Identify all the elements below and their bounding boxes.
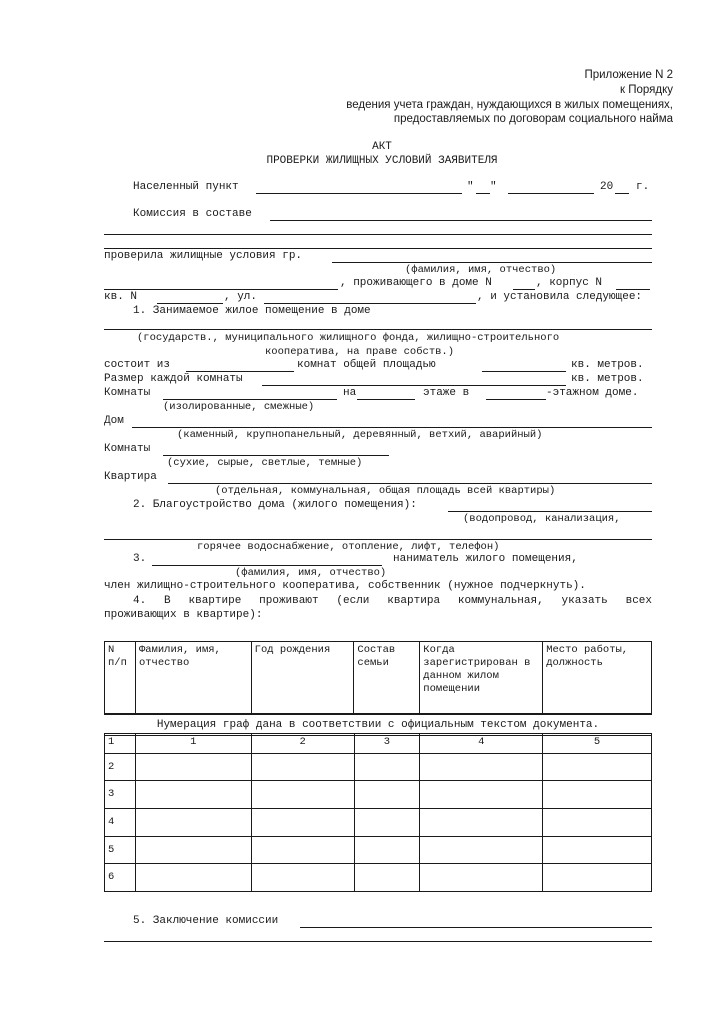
table-cell[interactable] [135,864,251,892]
row-number: 5 [105,837,136,864]
col-header-birth-year: Год рождения [251,642,354,714]
appendix-desc-1: ведения учета граждан, нуждающихся в жилых помещениях, [346,99,673,111]
street-field[interactable] [264,303,476,304]
amenities-field-2[interactable] [104,539,652,540]
amenities-caption-b: горячее водоснабжение, отопление, лифт, телефон) [197,541,500,553]
appendix-desc-2: предоставляемых по договорам социального найма [393,113,673,125]
table-cell[interactable] [420,809,543,837]
commission-label: Комиссия в составе [133,208,252,220]
table-cell[interactable] [135,781,251,809]
year-field[interactable] [615,193,629,194]
rooms-total-label: комнат общей площадью [297,359,436,371]
table-cell[interactable] [543,781,652,809]
table-row [105,781,652,809]
numbering-cell: 5 [543,734,652,754]
table-cell[interactable] [251,781,354,809]
conclusion-field-2[interactable] [104,941,652,942]
numbering-cell: 4 [420,734,543,754]
numbering-cell: 2 [251,734,354,754]
kv-label: кв. N [104,291,138,303]
col-header-family: Состав семьи [354,642,420,714]
table-cell[interactable] [251,864,354,892]
commission-field[interactable] [270,220,652,221]
flat-caption: (отдельная, коммунальная, общая площадь всей квартиры) [215,485,556,497]
table-cell[interactable] [420,864,543,892]
settlement-label: Населенный пункт [133,181,239,193]
amenities-caption-a: (водопровод, канализация, [463,513,621,525]
year-suffix: г. [636,181,650,193]
month-field[interactable] [508,193,594,194]
table-cell[interactable] [543,754,652,781]
house-type-field[interactable] [132,427,652,428]
table-cell[interactable] [420,781,543,809]
table-cell[interactable] [251,754,354,781]
residents-table-header [104,641,652,714]
flat-type-field[interactable] [168,483,652,484]
table-cell[interactable] [251,837,354,864]
korpus-field[interactable] [616,289,650,290]
rooms-condition-field[interactable] [163,455,389,456]
date-quote-close: " [490,181,497,193]
conclusion-field[interactable] [300,927,652,928]
floor-label: этаже в [423,387,470,399]
col-header-registered: Когда зарегистрирован в данном жилом помещении [420,642,543,714]
table-row [105,837,652,864]
cooperative-member-label: член жилищно-строительного кооператива, собственник (нужное подчеркнуть). [104,580,586,592]
rooms-label: Комнаты [104,387,151,399]
table-cell[interactable] [354,837,420,864]
rooms2-label: Комнаты [104,443,151,455]
tenant-caption: (фамилия, имя, отчество) [235,567,387,579]
section-4-line-2: проживающих в квартире): [104,609,263,621]
tenant-label: наниматель жилого помещения, [393,553,578,565]
table-cell[interactable] [354,754,420,781]
house-label: Дом [104,415,124,427]
table-row [105,864,652,892]
citizen-name-field-2[interactable] [104,289,338,290]
doc-subtitle: ПРОВЕРКИ ЖИЛИЩНЫХ УСЛОВИЙ ЗАЯВИТЕЛЯ [266,155,498,167]
rooms2-caption: (сухие, сырые, светлые, темные) [167,457,363,469]
total-area-field[interactable] [482,371,566,372]
numbering-cell: 1 [135,734,251,754]
table-cell[interactable] [251,809,354,837]
table-cell[interactable] [543,864,652,892]
room-size-field[interactable] [262,385,566,386]
rooms-caption: (изолированные, смежные) [163,401,315,413]
row-number: 4 [105,809,136,837]
section-2-title: 2. Благоустройство дома (жилого помещения): [133,499,417,511]
appendix-number: Приложение N 2 [584,69,673,81]
numbering-cell: 1 [105,734,136,754]
table-cell[interactable] [420,754,543,781]
flat-label: Квартира [104,471,157,483]
doc-title: АКТ [372,141,392,153]
table-row [105,809,652,837]
table-cell[interactable] [135,837,251,864]
amenities-field[interactable] [448,511,652,512]
floor-field[interactable] [357,399,415,400]
checked-label: проверила жилищные условия гр. [104,250,303,262]
section-4-line-1: 4. В квартире проживают (если квартира коммунальная, указать всех [133,595,652,607]
consists-label: состоит из [104,359,171,371]
date-quote-open: " [467,181,474,193]
street-label: , ул. [224,291,258,303]
table-cell[interactable] [135,754,251,781]
house-caption: (каменный, крупнопанельный, деревянный, ветхий, аварийный) [177,429,543,441]
table-cell[interactable] [354,864,420,892]
row-number: 6 [105,864,136,892]
rooms-kind-field[interactable] [163,399,337,400]
housing-type-caption-b: кооператива, на праве собств.) [265,346,455,358]
table-cell[interactable] [543,809,652,837]
fio-caption: (фамилия, имя, отчество) [405,264,557,276]
residing-label: , проживающего в доме N [340,277,492,289]
on-label: на [343,387,357,399]
table-cell[interactable] [420,837,543,864]
table-cell[interactable] [354,781,420,809]
sq-m-label: кв. метров. [571,359,644,371]
sq-m-label-2: кв. метров. [571,373,644,385]
table-cell[interactable] [354,809,420,837]
house-number-field[interactable] [513,289,535,290]
table-note: Нумерация граф дана в соответствии с официальным текстом документа. [156,719,600,731]
korpus-label: , корпус N [536,277,603,289]
settlement-field[interactable] [256,193,462,194]
rooms-count-field[interactable] [186,371,294,372]
day-field[interactable] [476,193,490,194]
year-prefix: 20 [600,181,614,193]
storeys-field[interactable] [486,399,546,400]
storey-label: -этажном доме. [546,387,639,399]
table-cell[interactable] [543,837,652,864]
citizen-name-field[interactable] [332,262,652,263]
housing-type-field[interactable] [104,329,652,330]
col-header-name: Фамилия, имя, отчество [135,642,251,714]
numbering-row [105,734,652,754]
table-row [105,754,652,781]
col-header-number: N п/п [105,642,136,714]
commission-field-3[interactable] [104,248,652,249]
table-cell[interactable] [135,809,251,837]
section-1-title: 1. Занимаемое жилое помещение в доме [133,305,371,317]
row-number: 3 [105,781,136,809]
room-size-label: Размер каждой комнаты [104,373,243,385]
numbering-cell: 3 [354,734,420,754]
section-3-number: 3. [133,553,147,565]
commission-field-2[interactable] [104,234,652,235]
appendix-ref: к Порядку [619,84,673,96]
residents-table [104,733,652,892]
row-number: 2 [105,754,136,781]
tenant-name-field[interactable] [152,565,382,566]
apartment-field[interactable] [157,303,223,304]
col-header-workplace: Место работы, должность [543,642,652,714]
established-label: , и установила следующее: [477,291,643,303]
housing-type-caption-a: (государств., муниципального жилищного фонда, жилищно-строительного [137,332,560,344]
section-5-title: 5. Заключение комиссии [133,915,279,927]
